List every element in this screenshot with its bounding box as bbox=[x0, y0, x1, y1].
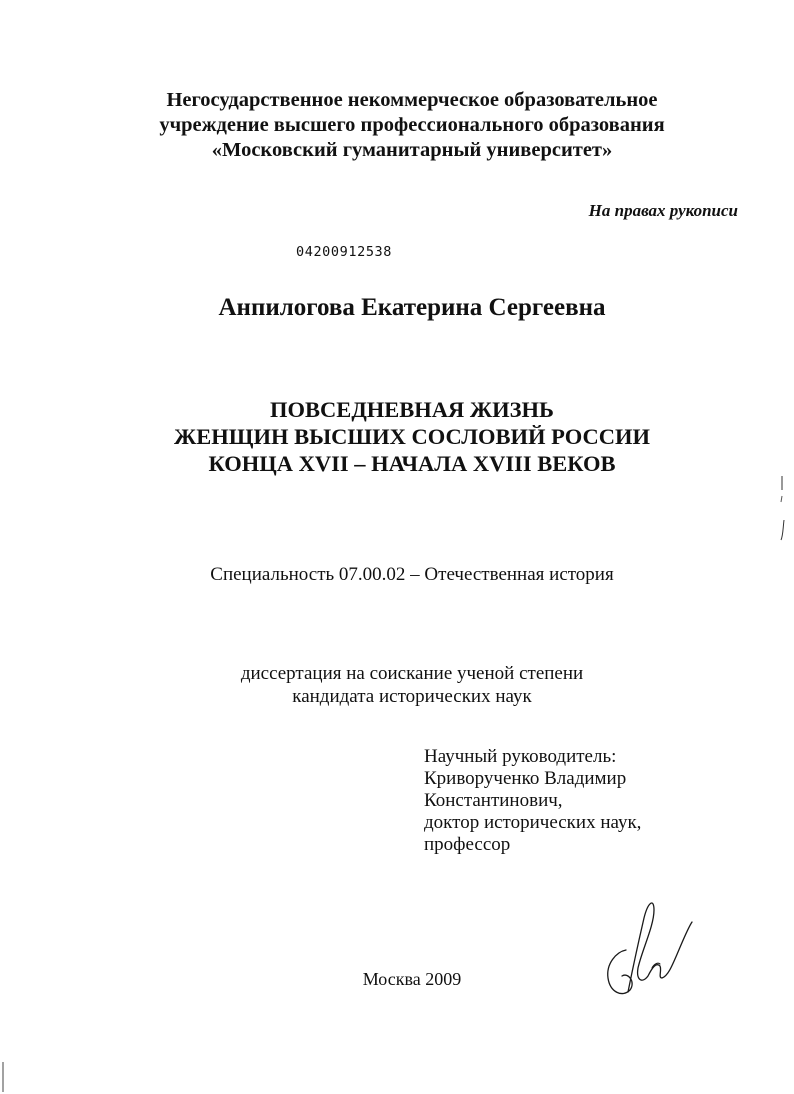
specialty: Специальность 07.00.02 – Отечественная история bbox=[210, 564, 614, 585]
margin-scan-mark bbox=[776, 468, 788, 548]
catalog-code: 04200912538 bbox=[296, 244, 393, 260]
institution-line-2: учреждение высшего профессионального образования bbox=[159, 114, 665, 136]
title-line-2: ЖЕНЩИН ВЫСШИХ СОСЛОВИЙ РОССИИ bbox=[173, 424, 651, 449]
supervisor-line-4: доктор исторических наук, bbox=[424, 812, 642, 833]
supervisor-line-1: Научный руководитель: bbox=[424, 746, 617, 767]
dissertation-title bbox=[0, 396, 794, 477]
institution-line-1: Негосударственное некоммерческое образовательное bbox=[166, 89, 658, 111]
signature-icon bbox=[598, 892, 698, 1012]
supervisor-block bbox=[424, 746, 641, 856]
title-line-1: ПОВСЕДНЕВНАЯ ЖИЗНЬ bbox=[270, 397, 554, 422]
degree-line-1: диссертация на соискание ученой степени bbox=[240, 663, 584, 684]
supervisor-line-2: Криворученко Владимир bbox=[424, 768, 627, 789]
edge-scan-mark bbox=[0, 1060, 8, 1094]
supervisor-line-5: профессор bbox=[424, 834, 511, 855]
institution-line-3: «Московский гуманитарный университет» bbox=[211, 139, 613, 161]
institution-name bbox=[0, 88, 794, 163]
degree-line-2: кандидата исторических наук bbox=[292, 686, 532, 707]
manuscript-note: На правах рукописи bbox=[588, 201, 738, 220]
title-line-3: КОНЦА XVII – НАЧАЛА XVIII ВЕКОВ bbox=[208, 451, 616, 476]
city-year: Москва 2009 bbox=[362, 969, 462, 989]
supervisor-line-3: Константинович, bbox=[424, 790, 563, 811]
degree-statement bbox=[0, 662, 794, 708]
author-name: Анпилогова Екатерина Сергеевна bbox=[218, 294, 606, 321]
